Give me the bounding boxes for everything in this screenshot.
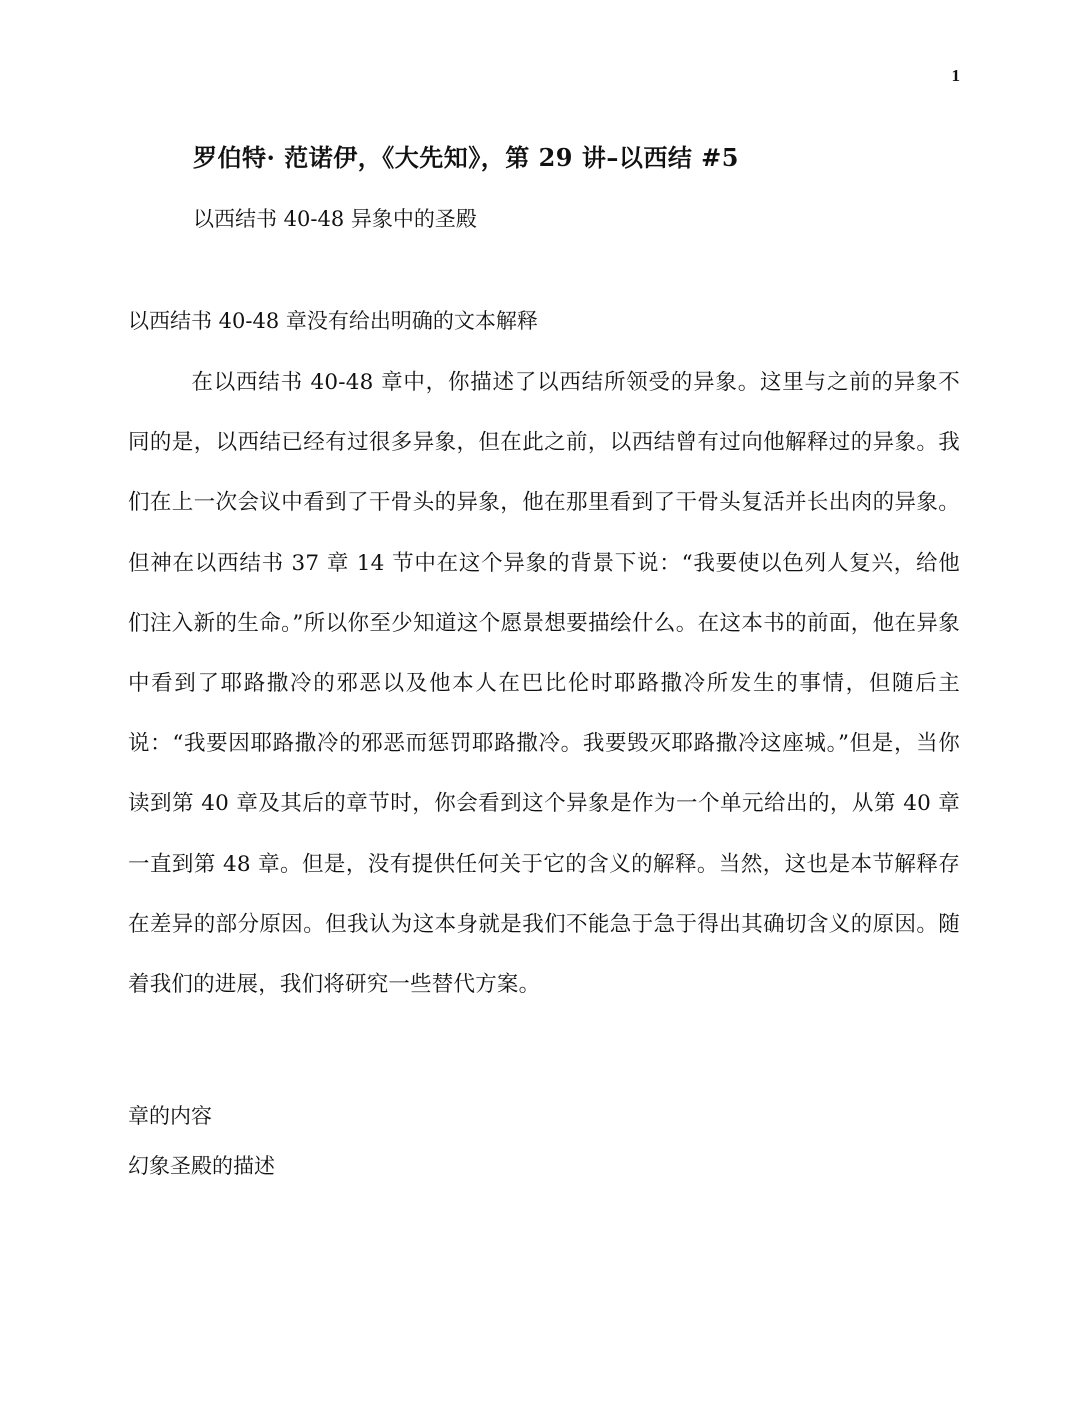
- lecture-subtitle: 以西结书 40-48 异象中的圣殿: [193, 207, 477, 231]
- contents-heading: 章的内容: [128, 1104, 212, 1128]
- section-heading: 以西结书 40-48 章没有给出明确的文本解释: [128, 309, 538, 333]
- contents-item: 幻象圣殿的描述: [128, 1154, 275, 1178]
- page-number: 1: [951, 66, 960, 85]
- body-paragraph: 在以西结书 40-48 章中，你描述了以西结所领受的异象。这里与之前的异象不同的是，以西结已经有过很多异象，但在此之前，以西结曾有过向他解释过的异象。我们在上一次会议中看到了干骨头的异象，他在那里看到了干骨头复活并长出肉的异象。但神在以西结书 37 章 14 节中在这个异象的背景下说：“我要使以色列人复兴，给他们注入新的生命。”所以你至少知道这个愿景想要描绘什么。在这本书的前面，他在异象中看到了耶路撒冷的邪恶以及他本人在巴比伦时耶路撒冷所发生的事情，但随后主说：“我要因耶路撒冷的邪恶而惩罚耶路撒冷。我要毁灭耶路撒冷这座城。”但是，当你读到第 40 章及其后的章节时，你会看到这个异象是作为一个单元给出的，从第 40 章一直到第 48 章。但是，没有提供任何关于它的含义的解释。当然，这也是本节解释存在差异的部分原因。但我认为这本身就是我们不能急于急于得出其确切含义的原因。随着我们的进展，我们将研究一些替代方案。: [128, 370, 960, 998]
- lecture-title: 罗伯特· 范诺伊，《大先知》，第 29 讲–以西结 #5: [193, 143, 739, 172]
